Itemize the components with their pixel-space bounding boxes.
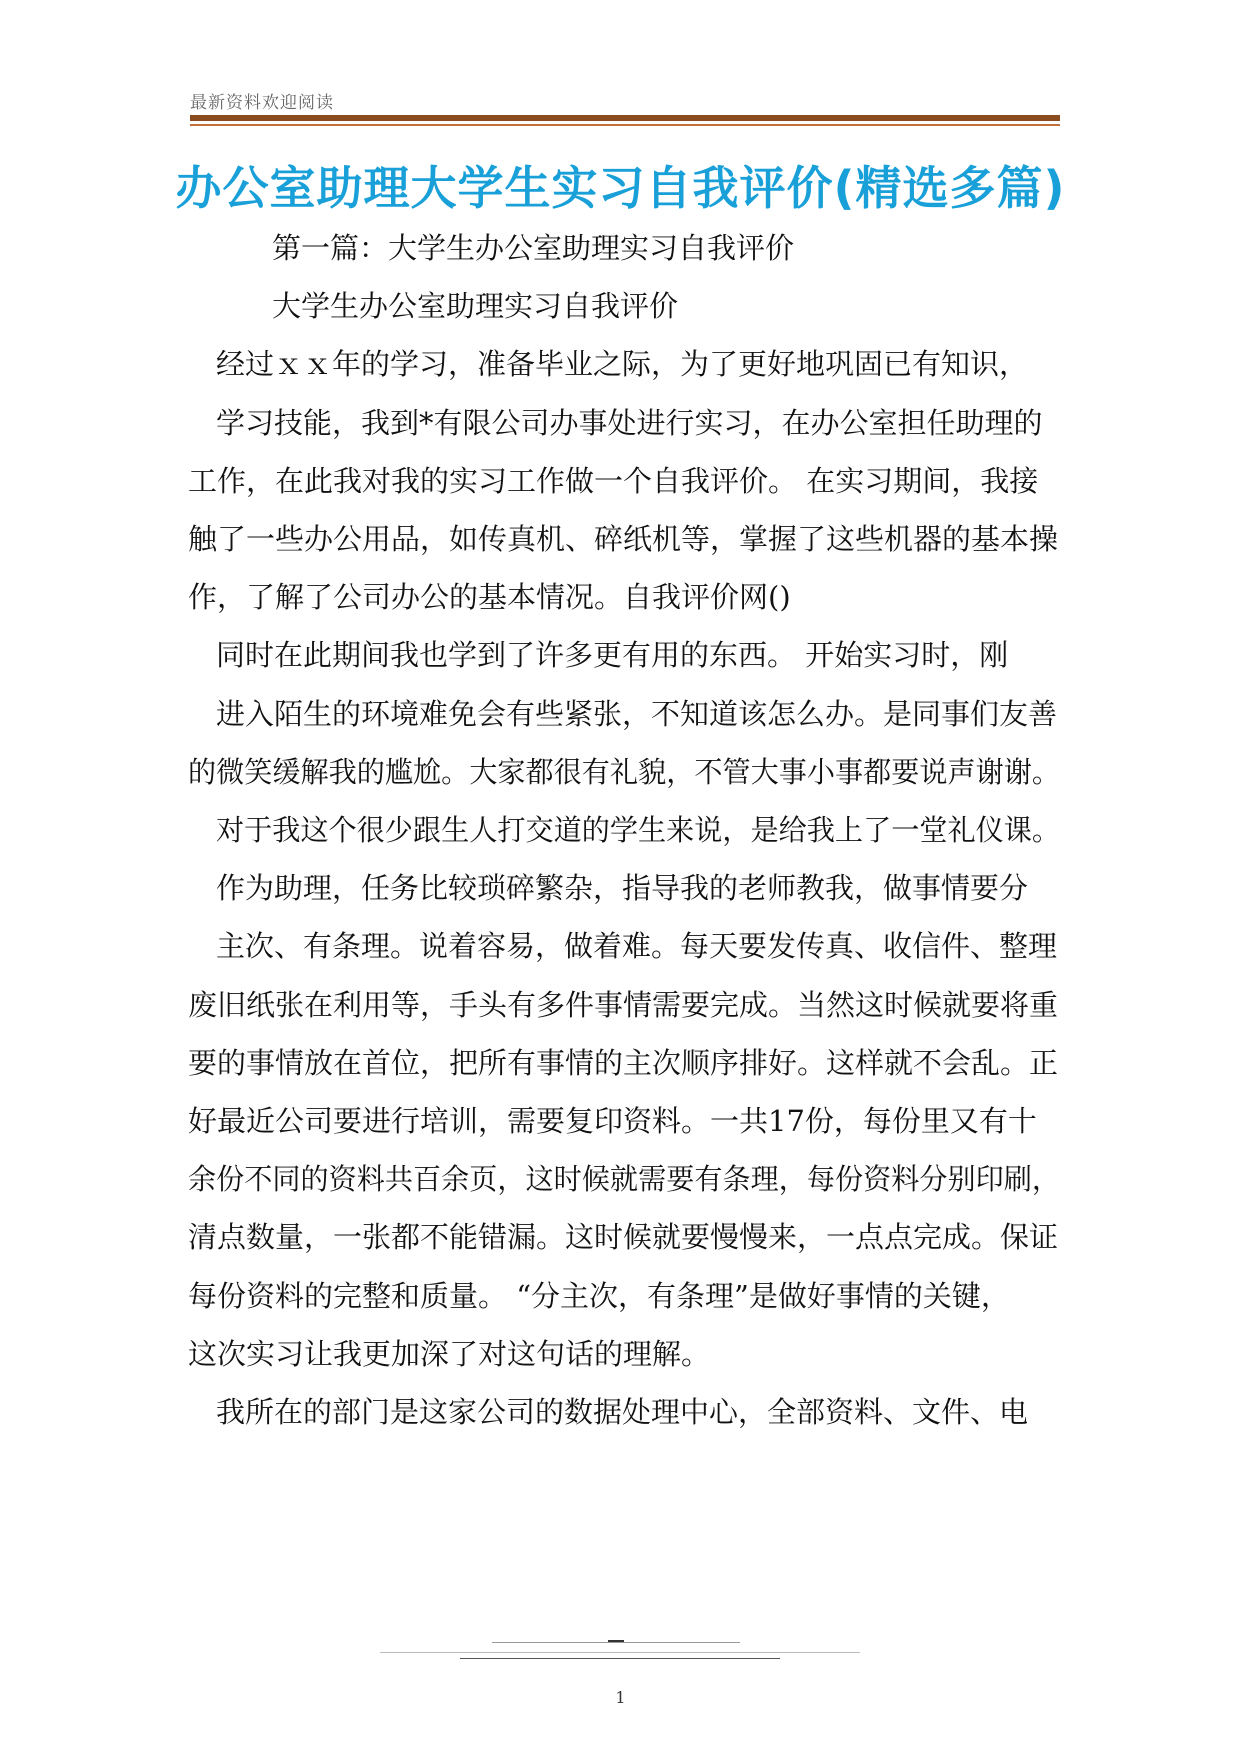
footer-rule-top	[492, 1642, 740, 1643]
text-line: 经过ｘｘ年的学习，准备毕业之际，为了更好地巩固已有知识，	[216, 347, 1029, 381]
text-line: 同时在此期间我也学到了许多更有用的东西。 开始实习时，刚	[216, 638, 1009, 672]
text-line: 主次、有条理。说着容易，做着难。每天要发传真、收信件、整理	[216, 929, 1058, 963]
text-line: 这次实习让我更加深了对这句话的理解。	[188, 1337, 711, 1371]
header-rule-thin	[190, 124, 1060, 126]
text-line: 我所在的部门是这家公司的数据处理中心，全部资料、文件、电	[216, 1395, 1029, 1429]
text-line: 要的事情放在首位，把所有事情的主次顺序排好。这样就不会乱。正	[188, 1046, 1059, 1080]
text-line: 大学生办公室助理实习自我评价	[272, 289, 679, 323]
footer-rule-dark	[460, 1658, 780, 1659]
page-header-text: 最新资料欢迎阅读	[190, 93, 334, 113]
text-line: 触了一些办公用品，如传真机、碎纸机等，掌握了这些机器的基本操	[188, 522, 1059, 556]
header-rule-thick	[190, 115, 1060, 121]
text-line: 作为助理，任务比较琐碎繁杂，指导我的老师教我，做事情要分	[216, 871, 1029, 905]
text-line: 废旧纸张在利用等，手头有多件事情需要完成。当然这时候就要将重	[188, 988, 1059, 1022]
text-line: 余份不同的资料共百余页，这时候就需要有条理，每份资料分别印刷，	[188, 1162, 1061, 1196]
text-line: 学习技能，我到*有限公司办事处进行实习，在办公室担任助理的	[216, 406, 1043, 440]
footer-rule-wide	[380, 1652, 860, 1653]
text-line: 作，了解了公司办公的基本情况。自我评价网()	[188, 580, 791, 614]
text-line: 的微笑缓解我的尴尬。大家都很有礼貌，不管大事小事都要说声谢谢。	[188, 755, 1061, 789]
text-line: 工作，在此我对我的实习工作做一个自我评价。 在实习期间，我接	[188, 464, 1039, 498]
text-line: 清点数量，一张都不能错漏。这时候就要慢慢来，一点点完成。保证	[188, 1220, 1059, 1254]
text-line: 进入陌生的环境难免会有些紧张，不知道该怎么办。是同事们友善	[216, 697, 1058, 731]
document-title: 办公室助理大学生实习自我评价(精选多篇)	[175, 161, 1066, 215]
footer-rule-short	[608, 1640, 624, 1642]
text-line: 对于我这个很少跟生人打交道的学生来说，是给我上了一堂礼仪课。	[216, 813, 1061, 847]
text-line: 第一篇：大学生办公室助理实习自我评价	[272, 231, 795, 265]
text-line: 好最近公司要进行培训，需要复印资料。一共17份，每份里又有十	[188, 1104, 1037, 1138]
text-line: 每份资料的完整和质量。 “分主次，有条理”是做好事情的关键，	[188, 1279, 1010, 1313]
page-number: 1	[615, 1688, 626, 1707]
